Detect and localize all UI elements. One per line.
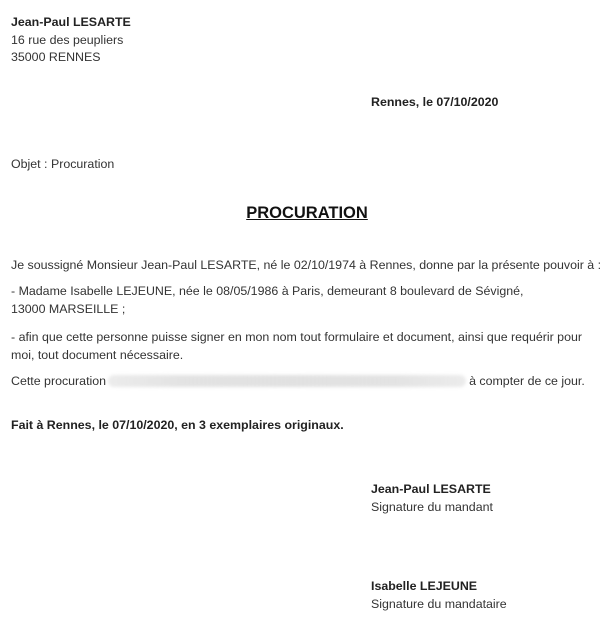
sender-name: Jean-Paul LESARTE (11, 15, 131, 29)
paragraph-mandataire: - Madame Isabelle LEJEUNE, née le 08/05/1986 à Paris, demeurant 8 boulevard de Sévigné, 13000 MARSEILLE ; (11, 284, 524, 316)
mandataire-signature-label: Signature du mandataire (371, 596, 507, 611)
closing-statement: Fait à Rennes, le 07/10/2020, en 3 exemplaires originaux. (11, 418, 344, 432)
subject-line: Objet : Procuration (11, 157, 115, 171)
paragraph-validity (11, 372, 606, 390)
signature-block-mandant (371, 481, 493, 516)
mandataire-name: Isabelle LEJEUNE (371, 579, 478, 593)
validity-text-start: Cette procuration (11, 374, 107, 388)
sender-address-line1: 16 rue des peupliers (11, 32, 124, 47)
sender-address-line2: 35000 RENNES (11, 50, 101, 64)
paragraph-declaration: Je soussigné Monsieur Jean-Paul LESARTE, né le 02/10/1974 à Rennes, donne par la présente pouvoir à : (11, 258, 602, 272)
paragraph-powers: - afin que cette personne puisse signer en mon nom tout formulaire et document, ainsi que requérir pour moi, tout document nécessaire. (11, 330, 582, 362)
redacted-text-blur (108, 375, 466, 387)
mandant-name: Jean-Paul LESARTE (371, 482, 491, 496)
place-date: Rennes, le 07/10/2020 (371, 95, 499, 109)
mandant-signature-label: Signature du mandant (371, 499, 493, 514)
validity-text-end: à compter de ce jour. (469, 374, 585, 388)
sender-block (11, 14, 131, 67)
signature-block-mandataire (371, 578, 507, 613)
document-title: PROCURATION (246, 204, 368, 222)
